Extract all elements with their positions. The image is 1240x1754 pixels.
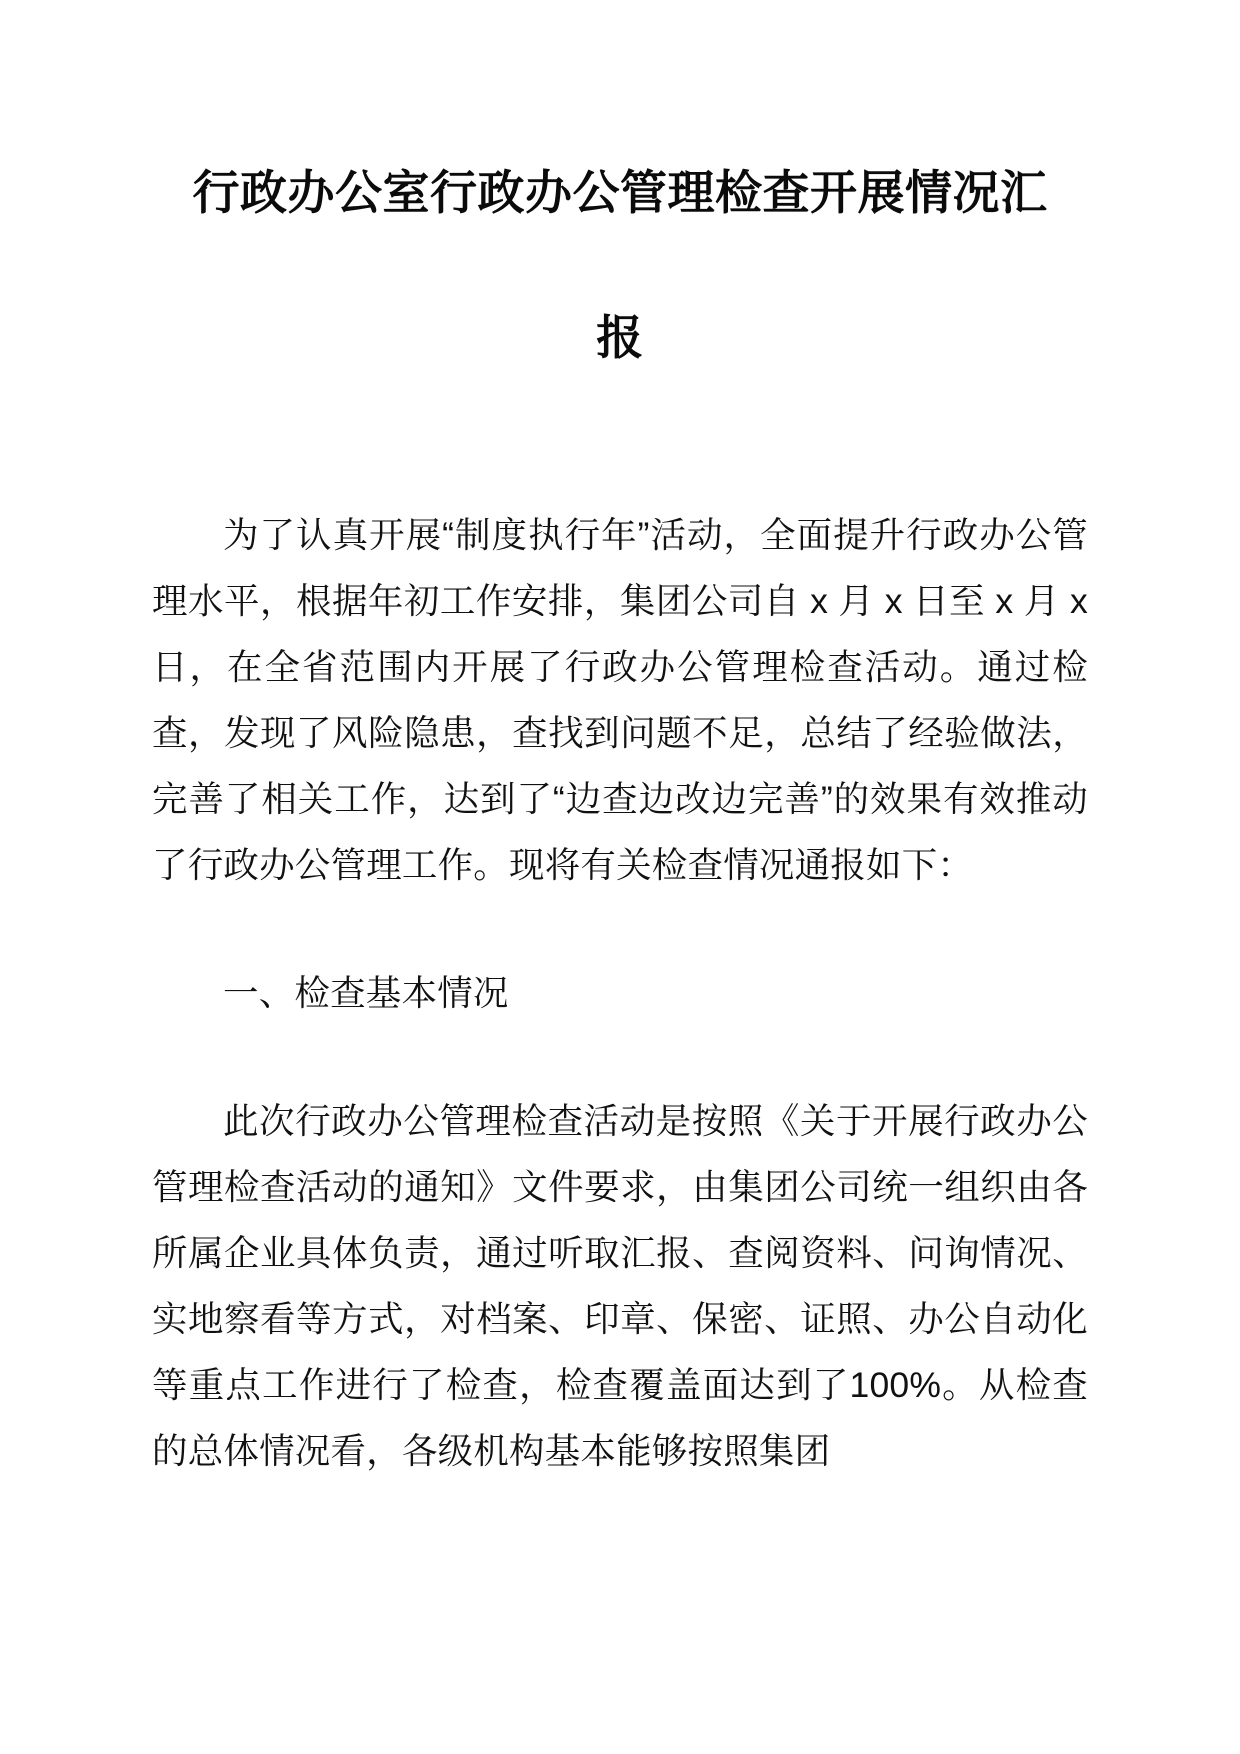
document-title-line-1: 行政办公室行政办公管理检查开展情况汇 xyxy=(192,166,1048,219)
intro-paragraph: 为了认真开展“制度执行年”活动，全面提升行政办公管理水平，根据年初工作安排，集团公司自 x 月 x 日至 x 月 x 日，在全省范围内开展了行政办公管理检查活动。通过检查，发现了风险隐患，查找到问题不足，总结了经验做法，完善了相关工作，达到了“边查边改边完善”的效果有效推动了行政办公管理工作。现将有关检查情况通报如下： xyxy=(152,515,1088,885)
document-title xyxy=(152,0,1088,410)
paragraph-gap-2 xyxy=(152,1026,1088,1088)
title-body-spacer xyxy=(152,410,1088,502)
paragraph-gap-1 xyxy=(152,898,1088,960)
section-one-paragraph: 此次行政办公管理检查活动是按照《关于开展行政办公管理检查活动的通知》文件要求，由集团公司统一组织由各所属企业具体负责，通过听取汇报、查阅资料、问询情况、实地察看等方式，对档案、印章、保密、证照、办公自动化等重点工作进行了检查，检查覆盖面达到了100%。从检查的总体情况看，各级机构基本能够按照集团 xyxy=(152,1101,1088,1471)
document-content xyxy=(152,0,1088,1484)
section-one-heading: 一、检查基本情况 xyxy=(223,973,509,1013)
document-title-line-2: 报 xyxy=(596,311,644,364)
